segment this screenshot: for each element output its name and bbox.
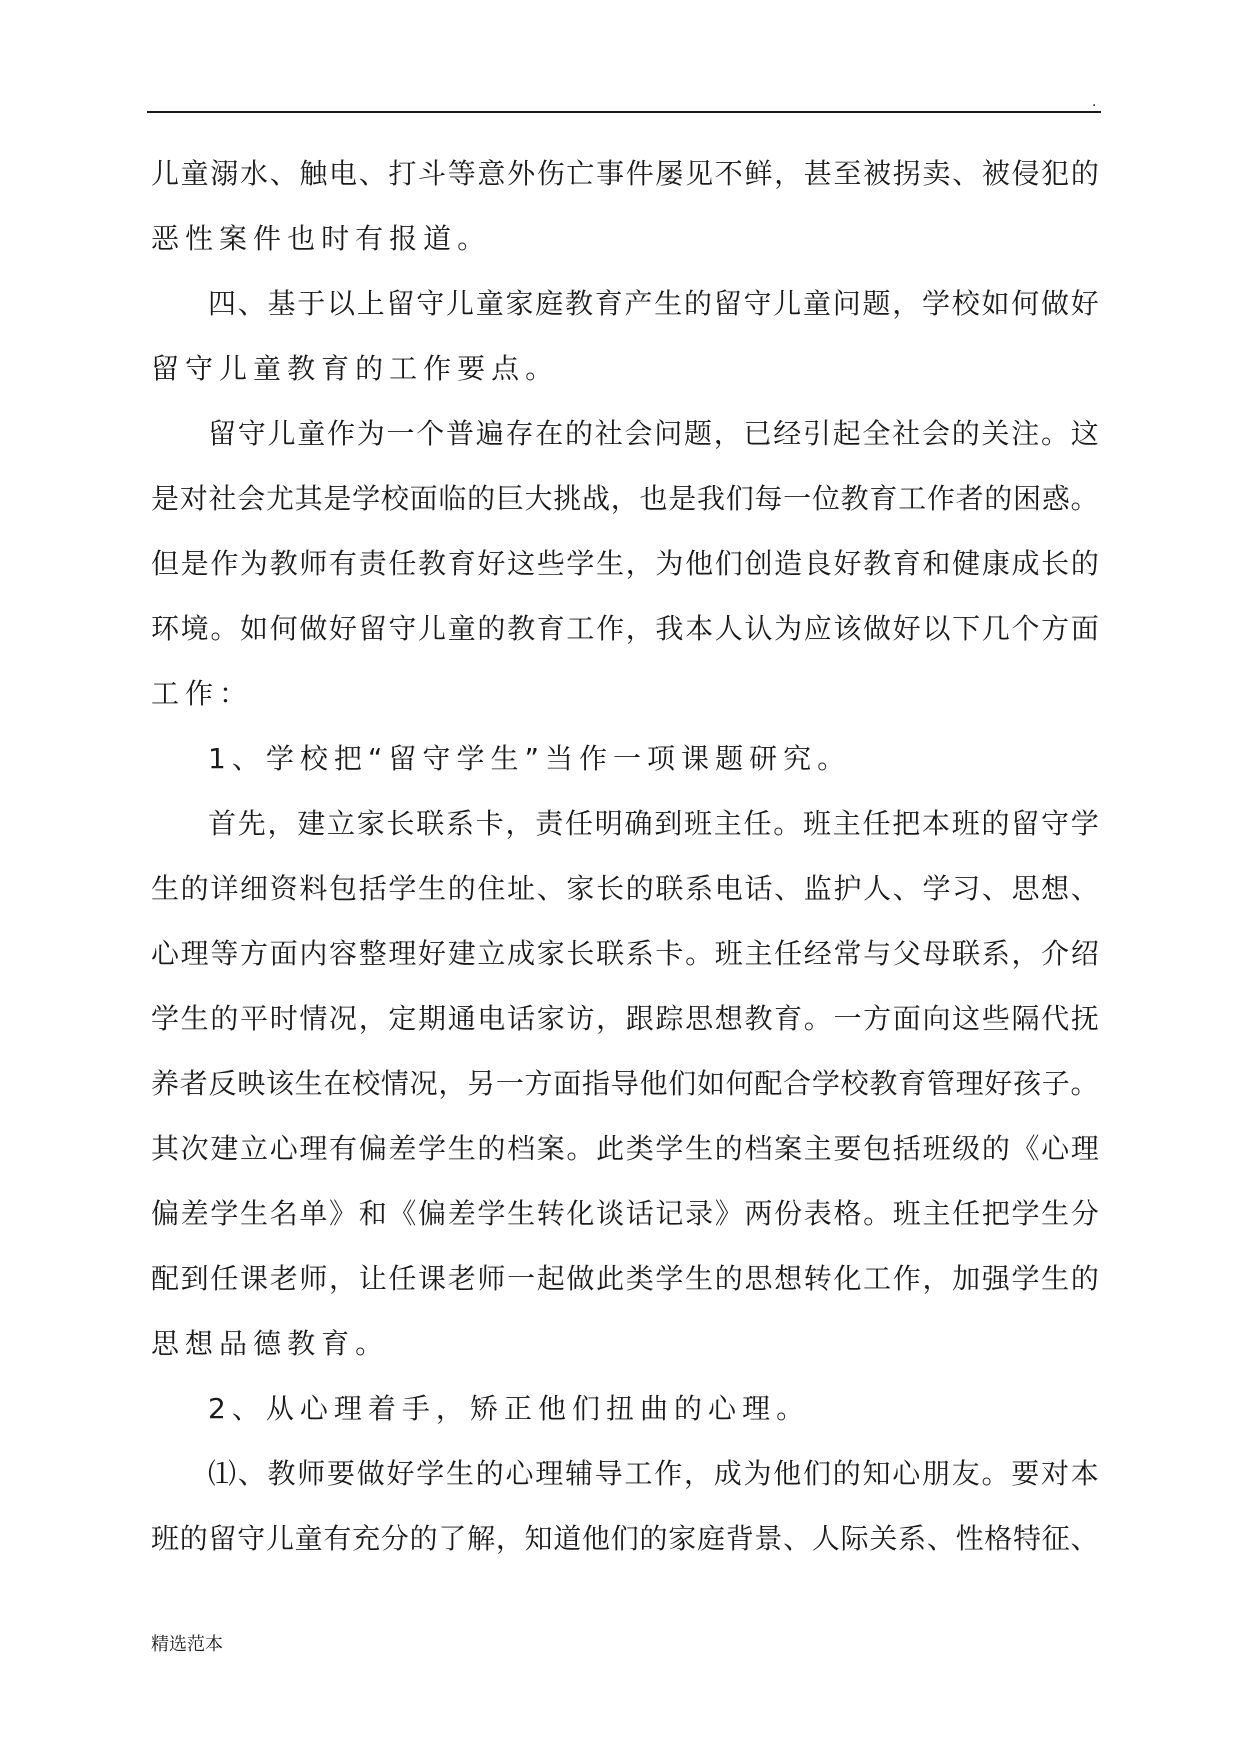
paragraph-line: 思 想 品 德 教 育 。 <box>151 1327 384 1360</box>
paragraph-line: 环 境 。 如 何 做 好 留 守 儿 童 的 教 育 工 作 ， 我 本 人 认 为 应 该 做 好 以 下 几 个 方 面 <box>151 612 1099 645</box>
paragraph-line: 偏 差 学 生 名 单 》 和 《 偏 差 学 生 转 化 谈 话 记 录 》 两 份 表 格 。 班 主 任 把 学 生 分 <box>151 1197 1099 1230</box>
paragraph-line: 其 次 建 立 心 理 有 偏 差 学 生 的 档 案 。 此 类 学 生 的 档 案 主 要 包 括 班 级 的 《 心 理 <box>151 1132 1099 1165</box>
document-body <box>151 157 1099 1587</box>
paragraph-line: ⑴ 、 教 师 要 做 好 学 生 的 心 理 辅 导 工 作 ， 成 为 他 们 的 知 心 朋 友 。 要 对 本 <box>208 1457 1099 1490</box>
paragraph-line: 2 、 从 心 理 着 手 ， 矫 正 他 们 扭 曲 的 心 理 。 <box>208 1392 805 1425</box>
paragraph-line: 学 生 的 平 时 情 况 ， 定 期 通 电 话 家 访 ， 跟 踪 思 想 教 育 。 一 方 面 向 这 些 隔 代 抚 <box>151 1002 1099 1035</box>
paragraph-line: 配 到 任 课 老 师 ， 让 任 课 老 师 一 起 做 此 类 学 生 的 思 想 转 化 工 作 ， 加 强 学 生 的 <box>151 1262 1099 1295</box>
footer-label: 精选范本 <box>151 1634 223 1655</box>
paragraph-line: 留 守 儿 童 作 为 一 个 普 遍 存 在 的 社 会 问 题 ， 已 经 引 起 全 社 会 的 关 注 。 这 <box>208 417 1099 450</box>
paragraph-line: 心 理 等 方 面 内 容 整 理 好 建 立 成 家 长 联 系 卡 。 班 主 任 经 常 与 父 母 联 系 ， 介 绍 <box>151 937 1099 970</box>
paragraph-line: 养 者 反 映 该 生 在 校 情 况 ， 另 一 方 面 指 导 他 们 如 何 配 合 学 校 教 育 管 理 好 孩 子 。 <box>151 1067 1099 1100</box>
paragraph-line: 留 守 儿 童 教 育 的 工 作 要 点 。 <box>151 352 554 385</box>
header-rule <box>147 111 1101 113</box>
paragraph-line: 是 对 社 会 尤 其 是 学 校 面 临 的 巨 大 挑 战 ， 也 是 我 们 每 一 位 教 育 工 作 者 的 困 惑 。 <box>151 482 1099 515</box>
paragraph-line: 1 、 学 校 把 “ 留 守 学 生 ” 当 作 一 项 课 题 研 究 。 <box>208 742 846 775</box>
paragraph-line: 工 作 ： <box>151 677 248 710</box>
paragraph-line: 生 的 详 细 资 料 包 括 学 生 的 住 址 、 家 长 的 联 系 电 话 、 监 护 人 、 学 习 、 思 想 、 <box>151 872 1099 905</box>
paragraph-line: 儿 童 溺 水 、 触 电 、 打 斗 等 意 外 伤 亡 事 件 屡 见 不 鲜 ， 甚 至 被 拐 卖 、 被 侵 犯 的 <box>151 157 1099 190</box>
paragraph-line: 首 先 ， 建 立 家 长 联 系 卡 ， 责 任 明 确 到 班 主 任 。 班 主 任 把 本 班 的 留 守 学 <box>208 807 1099 840</box>
paragraph-line: 恶 性 案 件 也 时 有 报 道 。 <box>151 222 486 255</box>
header-mark: . <box>1092 94 1097 110</box>
paragraph-line: 四 、 基 于 以 上 留 守 儿 童 家 庭 教 育 产 生 的 留 守 儿 童 问 题 ， 学 校 如 何 做 好 <box>208 287 1099 320</box>
paragraph-line: 班 的 留 守 儿 童 有 充 分 的 了 解 ， 知 道 他 们 的 家 庭 背 景 、 人 际 关 系 、 性 格 特 征 、 <box>151 1522 1099 1555</box>
paragraph-line: 但 是 作 为 教 师 有 责 任 教 育 好 这 些 学 生 ， 为 他 们 创 造 良 好 教 育 和 健 康 成 长 的 <box>151 547 1099 580</box>
